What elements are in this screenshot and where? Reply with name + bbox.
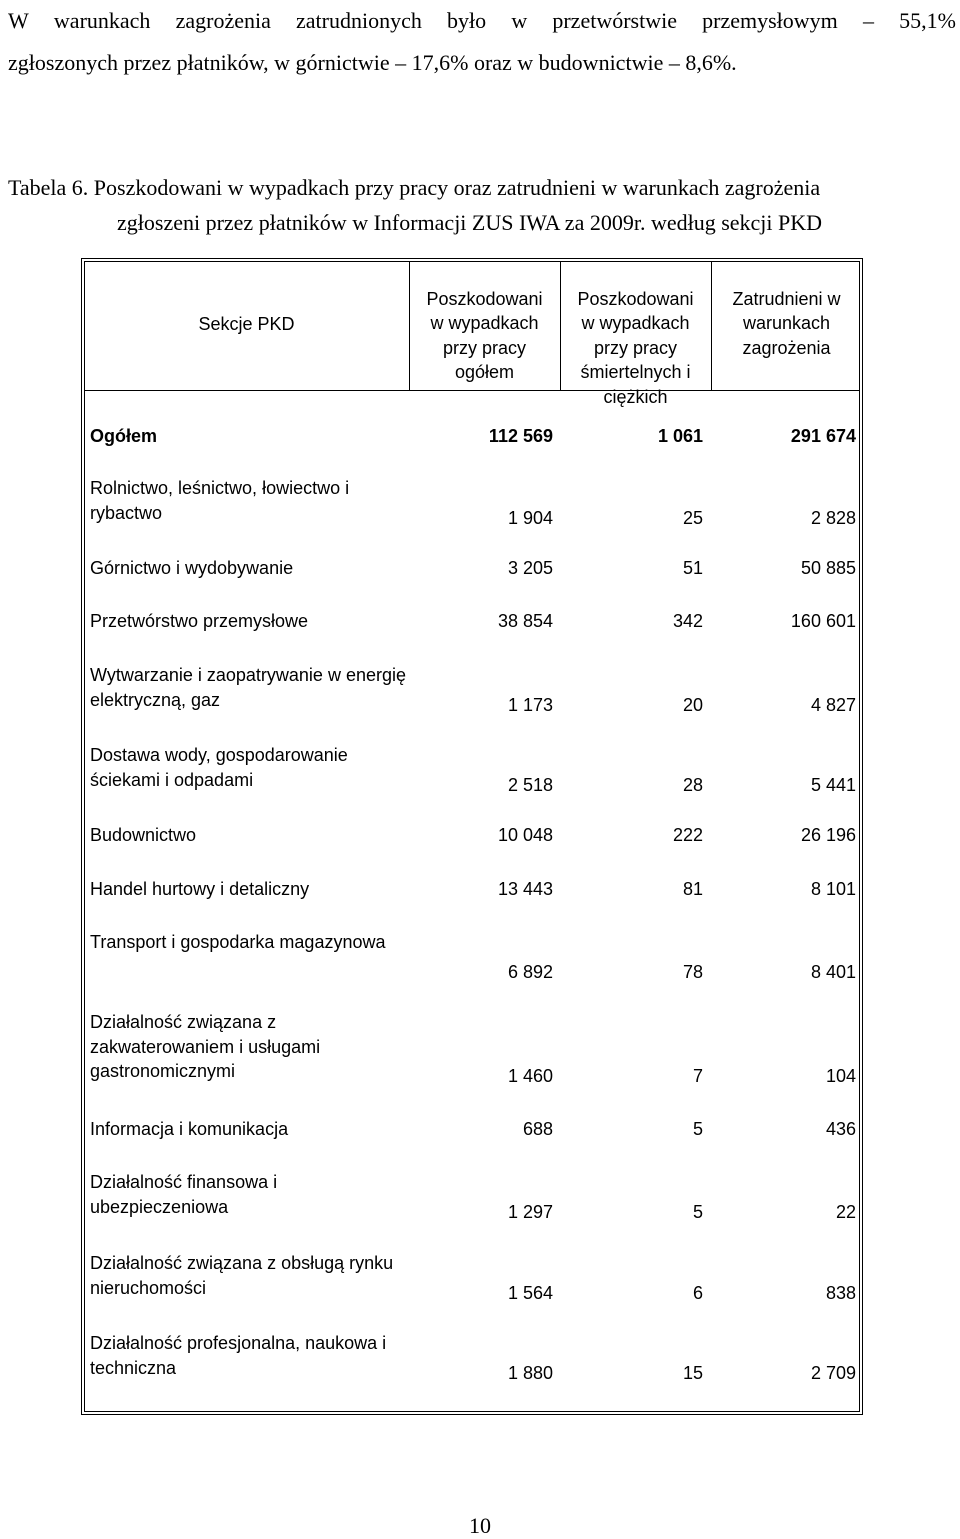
value-ogolem: 1 564 [507, 1282, 553, 1303]
header-ogolem: Poszkodowani w wypadkach przy pracy ogółem [426, 288, 543, 382]
value-smiertelne: 25 [682, 507, 703, 528]
header-bottom-border [84, 390, 860, 391]
value-ogolem: 1 297 [507, 1201, 553, 1222]
row-name: Przetwórstwo przemysłowe [90, 611, 309, 631]
value-smiertelne: 20 [682, 694, 703, 715]
value-ogolem: 1 880 [507, 1362, 553, 1383]
value-ogolem: 10 048 [497, 825, 553, 845]
value-smiertelne: 81 [682, 879, 703, 899]
value-ogolem: 2 518 [507, 774, 553, 795]
page-number: 10 [469, 1513, 491, 1538]
value-smiertelne: 28 [682, 774, 703, 795]
row-name: Handel hurtowy i detaliczny [90, 879, 310, 899]
value-smiertelne: 7 [692, 1066, 703, 1086]
value-zatrudnieni: 160 601 [790, 611, 856, 631]
value-smiertelne: 5 [692, 1201, 703, 1222]
value-zatrudnieni: 50 885 [800, 558, 856, 578]
row-name: Wytwarzanie i zaopatrywanie w energię elektryczną, gaz [90, 665, 406, 710]
value-smiertelne: 1 061 [657, 426, 703, 446]
value-ogolem: 13 443 [497, 879, 553, 899]
value-zatrudnieni: 838 [825, 1282, 856, 1303]
table-caption [8, 170, 956, 240]
value-ogolem: 3 205 [507, 558, 553, 578]
intro-line-2: zgłoszonych przez płatników, w górnictwie – 17,6% oraz w budownictwie – 8,6%. [8, 50, 737, 75]
value-zatrudnieni: 104 [825, 1066, 856, 1086]
row-name: Rolnictwo, leśnictwo, łowiectwo i rybactwo [90, 478, 350, 523]
value-smiertelne: 6 [692, 1282, 703, 1303]
value-zatrudnieni: 22 [835, 1201, 856, 1222]
header-zatrudnieni: Zatrudnieni w warunkach zagrożenia [732, 288, 841, 358]
row-name: Dostawa wody, gospodarowanie ściekami i odpadami [90, 745, 348, 790]
value-ogolem: 1 460 [507, 1066, 553, 1086]
value-ogolem: 1 173 [507, 694, 553, 715]
value-zatrudnieni: 2 709 [810, 1362, 856, 1383]
value-smiertelne: 51 [682, 558, 703, 578]
value-zatrudnieni: 5 441 [810, 774, 856, 795]
value-zatrudnieni: 8 401 [810, 961, 856, 982]
value-smiertelne: 222 [672, 825, 703, 845]
caption-line-2: zgłoszeni przez płatników w Informacji ZUS IWA za 2009r. według sekcji PKD [117, 210, 823, 235]
value-ogolem: 688 [522, 1119, 553, 1139]
row-name: Ogółem [90, 426, 158, 446]
row-name: Działalność finansowa i ubezpieczeniowa [90, 1172, 278, 1217]
row-name: Działalność profesjonalna, naukowa i techniczna [90, 1333, 387, 1378]
value-zatrudnieni: 26 196 [800, 825, 856, 845]
value-smiertelne: 15 [682, 1362, 703, 1383]
row-name: Budownictwo [90, 825, 197, 845]
value-zatrudnieni: 2 828 [810, 507, 856, 528]
caption-line-1: Tabela 6. Poszkodowani w wypadkach przy pracy oraz zatrudnieni w warunkach zagrożenia [8, 175, 821, 200]
header-sekcje: Sekcje PKD [198, 314, 295, 334]
intro-paragraph [8, 0, 956, 84]
value-smiertelne: 78 [682, 961, 703, 982]
intro-line-1: W warunkach zagrożenia zatrudnionych było w przetwórstwie przemysłowym – 55,1% [8, 8, 956, 33]
value-zatrudnieni: 8 101 [810, 879, 856, 899]
value-smiertelne: 342 [672, 611, 703, 631]
value-zatrudnieni: 4 827 [810, 694, 856, 715]
header-smiertelne: Poszkodowani w wypadkach przy pracy śmiertelnych i ciężkich [577, 288, 694, 407]
value-ogolem: 112 569 [488, 426, 553, 446]
row-name: Działalność związana z zakwaterowaniem i usługami gastronomicznymi [90, 1012, 321, 1081]
row-name: Działalność związana z obsługą rynku nieruchomości [90, 1253, 394, 1298]
value-zatrudnieni: 291 674 [790, 426, 856, 446]
row-name: Górnictwo i wydobywanie [90, 558, 294, 578]
value-zatrudnieni: 436 [825, 1119, 856, 1139]
row-name: Transport i gospodarka magazynowa [90, 932, 386, 952]
value-smiertelne: 5 [692, 1119, 703, 1139]
value-ogolem: 1 904 [507, 507, 553, 528]
value-ogolem: 38 854 [497, 611, 553, 631]
value-ogolem: 6 892 [507, 961, 553, 982]
row-name: Informacja i komunikacja [90, 1119, 289, 1139]
